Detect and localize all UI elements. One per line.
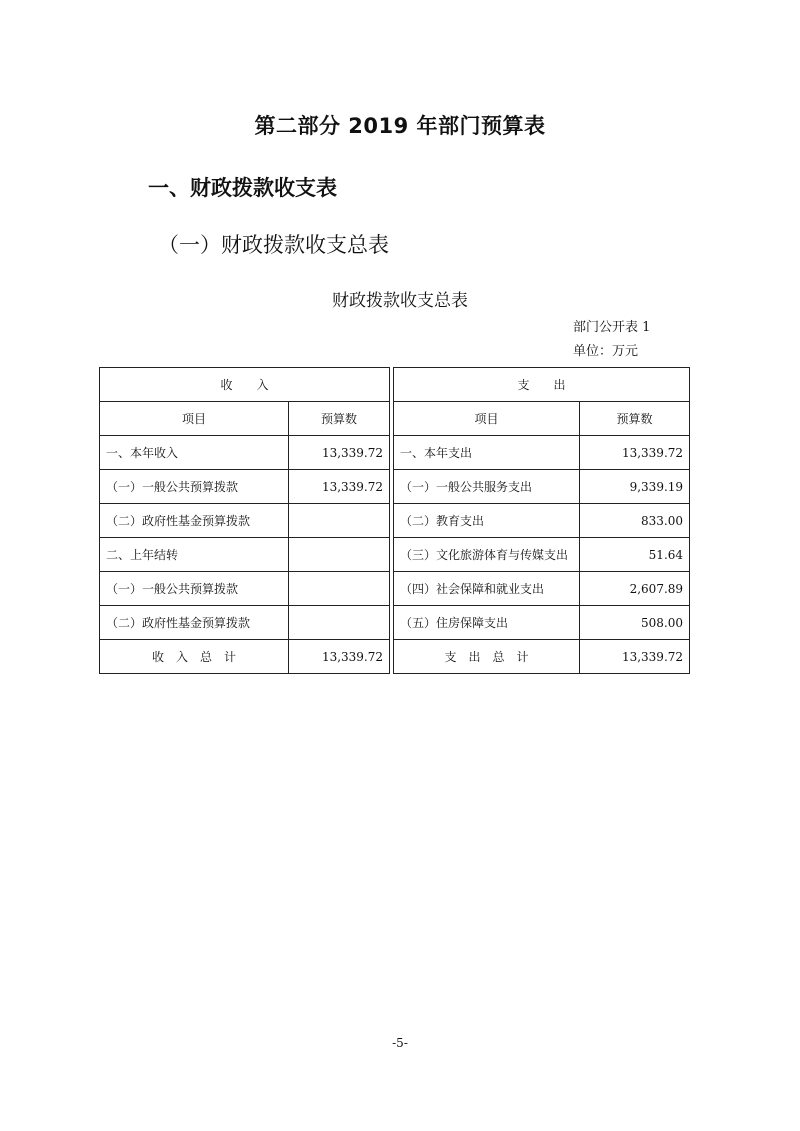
income-item-header: 项目 [100,402,289,436]
table-row [100,470,690,504]
expense-item: （一）一般公共服务支出 [394,470,580,504]
page-number: -5- [392,1036,408,1050]
part-title: 第二部分 2019 年部门预算表 [254,114,546,138]
income-item: （二）政府性基金预算拨款 [100,504,289,538]
expense-value: 508.00 [580,606,690,640]
expense-value: 833.00 [580,504,690,538]
income-header: 收 入 [100,368,390,402]
expense-item: （二）教育支出 [394,504,580,538]
table-number: 部门公开表 1 [573,320,651,335]
income-item: （一）一般公共预算拨款 [100,572,289,606]
expense-item: 一、本年支出 [394,436,580,470]
expense-item-header: 项目 [394,402,580,436]
table-row [100,436,690,470]
income-value [289,504,390,538]
income-item: 一、本年收入 [100,436,289,470]
income-total-label: 收 入 总 计 [100,640,289,674]
income-value [289,538,390,572]
expense-value: 13,339.72 [580,436,690,470]
expense-value: 2,607.89 [580,572,690,606]
expense-item: （五）住房保障支出 [394,606,580,640]
expense-value: 51.64 [580,538,690,572]
expense-item: （四）社会保障和就业支出 [394,572,580,606]
expense-item: （三）文化旅游体育与传媒支出 [394,538,580,572]
budget-table [99,367,690,674]
table-section-header-row [100,368,690,402]
table-row [100,572,690,606]
section-title: 一、财政拨款收支表 [148,176,337,200]
table-total-row [100,640,690,674]
table-row [100,538,690,572]
income-total-value: 13,339.72 [289,640,390,674]
expense-header: 支 出 [394,368,690,402]
expense-total-label: 支 出 总 计 [394,640,580,674]
income-value [289,572,390,606]
income-item: （一）一般公共预算拨款 [100,470,289,504]
table-unit: 单位：万元 [573,344,639,359]
expense-budget-header: 预算数 [580,402,690,436]
income-budget-header: 预算数 [289,402,390,436]
table-caption: 财政拨款收支总表 [332,291,468,311]
table-row [100,504,690,538]
table-row [100,606,690,640]
income-item: 二、上年结转 [100,538,289,572]
expense-value: 9,339.19 [580,470,690,504]
income-value: 13,339.72 [289,470,390,504]
income-item: （二）政府性基金预算拨款 [100,606,289,640]
table-column-header-row [100,402,690,436]
subsection-title: （一）财政拨款收支总表 [158,233,389,257]
income-value [289,606,390,640]
expense-total-value: 13,339.72 [580,640,690,674]
income-value: 13,339.72 [289,436,390,470]
